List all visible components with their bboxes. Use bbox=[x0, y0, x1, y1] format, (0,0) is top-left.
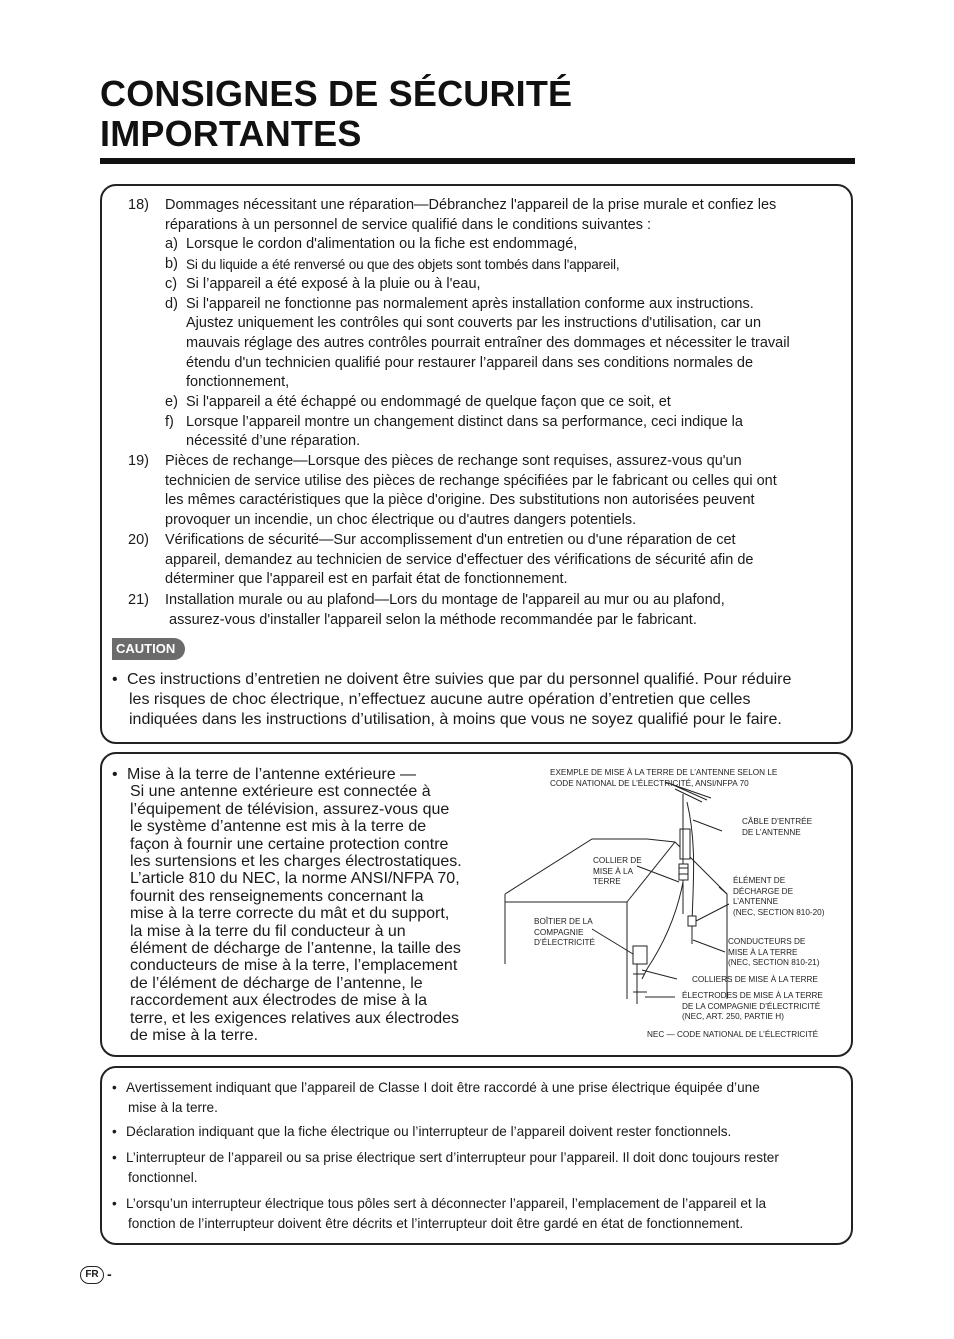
page-number-dash: - bbox=[107, 1266, 112, 1282]
warning-line: mise à la terre. bbox=[128, 1099, 218, 1115]
antenna-line: les surtensions et les charges électrostatiques. bbox=[130, 853, 462, 870]
label-line: COLLIERS DE MISE À LA TERRE bbox=[692, 975, 818, 984]
caution-badge: CAUTION bbox=[112, 638, 185, 660]
label-line: (NEC, SECTION 810-21) bbox=[728, 958, 820, 967]
sub-letter: d) bbox=[165, 295, 178, 312]
ground-wire bbox=[642, 882, 683, 979]
label-line: CONDUCTEURS DE bbox=[728, 937, 806, 946]
sub-letter: e) bbox=[165, 394, 178, 410]
warning-line: L’interrupteur de l’appareil ou sa prise électrique sert d’interrupteur pour l’appareil. Il doit donc toujours rester bbox=[126, 1150, 779, 1165]
item-number: 18) bbox=[128, 197, 149, 213]
chimney bbox=[680, 829, 690, 859]
label-line: BOÎTIER DE LA bbox=[534, 917, 593, 926]
item-line: Pièces de rechange—Lorsque des pièces de rechange sont requises, assurez-vous qu'un bbox=[165, 453, 742, 469]
label-line: DE L’ANTENNE bbox=[742, 827, 801, 837]
caution-line: indiquées dans les instructions d’utilisation, à moins que vous ne soyez qualifié pour le faire. bbox=[129, 711, 782, 728]
warning-bullet bbox=[112, 1122, 852, 1142]
title-line-2: IMPORTANTES bbox=[100, 113, 362, 154]
label-line: ÉLECTRODES DE MISE À LA TERRE bbox=[682, 991, 823, 1000]
antenna-line: Mise à la terre de l’antenne extérieure — bbox=[127, 766, 417, 783]
item-line: réparations à un personnel de service qualifié dans le conditions suivantes : bbox=[165, 216, 652, 233]
warning-line: fonctionnel. bbox=[128, 1169, 198, 1185]
item-line: déterminer que l'appareil est en parfait état de fonctionnement. bbox=[165, 571, 568, 588]
antenna-line: de mise à la terre. bbox=[130, 1027, 259, 1044]
antenna-line: raccordement aux électrodes de mise à la bbox=[130, 992, 428, 1010]
item-line: les mêmes caractéristiques que la pièce d'origine. Des substitutions non autorisées peuvent bbox=[165, 492, 755, 509]
bullet-dot: • bbox=[112, 1080, 117, 1095]
safety-box-repairs bbox=[100, 184, 853, 744]
warning-bullet bbox=[112, 1148, 852, 1188]
sub-line: Ajustez uniquement les contrôles qui sont couverts par les instructions d'utilisation, car un bbox=[186, 315, 762, 332]
item-number: 20) bbox=[128, 532, 149, 548]
class-one-warnings-box bbox=[100, 1066, 853, 1245]
warning-bullet bbox=[112, 1078, 852, 1118]
caption-line: EXEMPLE DE MISE À LA TERRE DE L’ANTENNE SELON LE bbox=[550, 768, 778, 777]
sub-line: Si l'appareil a été échappé ou endommagé de quelque façon que ce soit, et bbox=[186, 394, 671, 410]
item-line: Vérifications de sécurité—Sur accomplissement d'un entretien ou d'une réparation de cet bbox=[165, 532, 736, 548]
title-line-1: CONSIGNES DE SÉCURITÉ bbox=[100, 73, 573, 114]
bullet-dot: • bbox=[112, 671, 118, 688]
item-line: technicien de service utilise des pièces de rechange spécifiées par le fabricant ou celles qui ont bbox=[165, 472, 777, 489]
label-service-box bbox=[534, 917, 595, 949]
item-line: Installation murale ou au plafond—Lors du montage de l'appareil au mur ou au plafond, bbox=[165, 592, 725, 608]
label-line: MISE À LA TERRE bbox=[728, 947, 798, 957]
label-line: COMPAGNIE bbox=[534, 927, 584, 937]
antenna-line: élément de décharge de l’antenne, la taille des bbox=[130, 940, 461, 957]
item-line: Dommages nécessitant une réparation—Débranchez l'appareil de la prise murale et confiez les bbox=[165, 197, 777, 213]
bullet-dot: • bbox=[112, 766, 118, 783]
house-eave bbox=[719, 887, 727, 894]
label-electrodes bbox=[682, 991, 823, 1023]
antenna-line: L’article 810 du NEC, la norme ANSI/NFPA 70, bbox=[130, 870, 460, 888]
bullet-dot: • bbox=[112, 1124, 117, 1139]
page-title bbox=[100, 74, 572, 154]
roof-ridge bbox=[647, 839, 675, 842]
service-box bbox=[633, 946, 647, 964]
item-19 bbox=[128, 452, 848, 532]
title-rule bbox=[100, 158, 855, 164]
label-line: NEC — CODE NATIONAL DE L’ÉLECTRICITÉ bbox=[647, 1030, 819, 1039]
antenna-line: façon à fournir une certaine protection contre bbox=[130, 835, 449, 853]
caution-line: Ces instructions d’entretien ne doivent être suivies que par du personnel qualifié. Pour réduire bbox=[127, 671, 792, 688]
sub-line: étendu d'un technicien qualifié pour restaurer l’appareil dans ses conditions normales de bbox=[186, 354, 754, 371]
antenna-line: terre, et les exigences relatives aux électrodes bbox=[130, 1009, 460, 1027]
warning-line: fonction de l’interrupteur doivent être décrits et l’interrupteur doit être gardé en état de fonctionnement. bbox=[128, 1215, 744, 1231]
label-line: TERRE bbox=[593, 877, 621, 886]
antenna-line: de l’élément de décharge de l’antenne, le bbox=[130, 974, 423, 992]
sub-line: Si l'appareil ne fonctionne pas normalement après installation conforme aux instructions. bbox=[186, 295, 754, 312]
sub-line: Si du liquide a été renversé ou que des objets sont tombés dans l'appareil, bbox=[186, 257, 620, 273]
antenna-line: mise à la terre correcte du mât et du support, bbox=[130, 905, 450, 923]
antenna-grounding-box bbox=[100, 752, 853, 1057]
label-ground-clamps bbox=[692, 975, 818, 986]
sub-line: Si l’appareil a été exposé à la pluie ou à l'eau, bbox=[186, 275, 481, 292]
label-line: COLLIER DE bbox=[593, 856, 642, 865]
label-nec bbox=[647, 1030, 818, 1041]
label-line: MISE À LA bbox=[593, 866, 634, 876]
bullet-dot: • bbox=[112, 1150, 117, 1165]
warning-line: Déclaration indiquant que la fiche électrique ou l’interrupteur de l’appareil doivent rester fonctionnels. bbox=[126, 1124, 732, 1139]
label-ground-conductors bbox=[728, 937, 819, 969]
antenna-line: conducteurs de mise à la terre, l’emplacement bbox=[130, 957, 458, 975]
caution-line: les risques de choc électrique, n’effectuez aucune autre opération d’entretien que celles bbox=[129, 691, 751, 708]
sub-line: fonctionnement, bbox=[186, 374, 290, 391]
antenna-line: l’équipement de télévision, assurez-vous que bbox=[130, 800, 450, 818]
antenna-line: Si une antenne extérieure est connectée à bbox=[130, 783, 431, 801]
item-20 bbox=[128, 531, 848, 591]
discharge-unit bbox=[688, 916, 696, 926]
item-18 bbox=[128, 196, 848, 450]
item-line: assurez-vous d'installer l'appareil selon la méthode recommandée par le fabricant. bbox=[165, 611, 697, 628]
label-line: DÉCHARGE DE bbox=[733, 886, 794, 896]
label-line: L’ANTENNE bbox=[733, 897, 779, 906]
sub-letter: a) bbox=[165, 236, 178, 253]
item-line: provoquer un incendie, un choc électrique ou d'autres dangers potentiels. bbox=[165, 512, 637, 529]
sub-letter: b) bbox=[165, 256, 178, 273]
sub-letter: f) bbox=[165, 413, 174, 430]
item-number: 21) bbox=[128, 592, 149, 608]
antenna-line: fournit des renseignements concernant la bbox=[130, 887, 424, 905]
ground-clamp bbox=[679, 864, 688, 880]
item-line: appareil, demandez au technicien de service d'effectuer des vérifications de sécurité afin de bbox=[165, 551, 754, 568]
label-line: ÉLÉMENT DE bbox=[733, 876, 786, 885]
label-line: DE LA COMPAGNIE D’ÉLECTRICITÉ bbox=[682, 1001, 821, 1011]
label-line: D’ÉLECTRICITÉ bbox=[534, 938, 595, 947]
label-line: CÂBLE D’ENTRÉE bbox=[742, 817, 813, 826]
item-number: 19) bbox=[128, 453, 149, 469]
antenna-grounding-text bbox=[112, 766, 492, 1051]
label-ground-clamp bbox=[593, 856, 642, 888]
item-21 bbox=[128, 591, 848, 631]
caution-bullet bbox=[112, 670, 847, 732]
label-lead-in-cable bbox=[742, 817, 812, 838]
caption-line: CODE NATIONAL DE L’ÉLECTRICITÉ, ANSI/NFPA 70 bbox=[550, 778, 749, 788]
label-line: (NEC, ART. 250, PARTIE H) bbox=[682, 1012, 784, 1021]
diagram-caption bbox=[550, 768, 777, 789]
warning-line: Avertissement indiquant que l’appareil de Classe I doit être raccordé à une prise électrique équipée d’une bbox=[126, 1080, 760, 1095]
label-discharge-unit bbox=[733, 876, 824, 918]
sub-letter: c) bbox=[165, 275, 178, 292]
bullet-dot: • bbox=[112, 1196, 117, 1211]
antenna-line: le système d’antenne est mis à la terre de bbox=[130, 818, 427, 836]
sub-line: mauvais réglage des autres contrôles pourrait entraîner des dommages et nécessiter le travail bbox=[186, 334, 790, 351]
label-line: (NEC, SECTION 810-20) bbox=[733, 907, 825, 917]
sub-line: nécessité d’une réparation. bbox=[186, 433, 361, 450]
antenna-line: la mise à la terre du fil conducteur à un bbox=[130, 922, 406, 940]
warning-line: L’orsqu’un interrupteur électrique tous pôles sert à déconnecter l’appareil, l’emplacement de l’appareil et la bbox=[126, 1196, 767, 1211]
language-badge: FR bbox=[80, 1266, 104, 1284]
warning-bullet bbox=[112, 1194, 852, 1234]
sub-line: Lorsque le cordon d'alimentation ou la fiche est endommagé, bbox=[186, 236, 578, 253]
sub-line: Lorsque l’appareil montre un changement distinct dans sa performance, ceci indique la bbox=[186, 413, 743, 430]
